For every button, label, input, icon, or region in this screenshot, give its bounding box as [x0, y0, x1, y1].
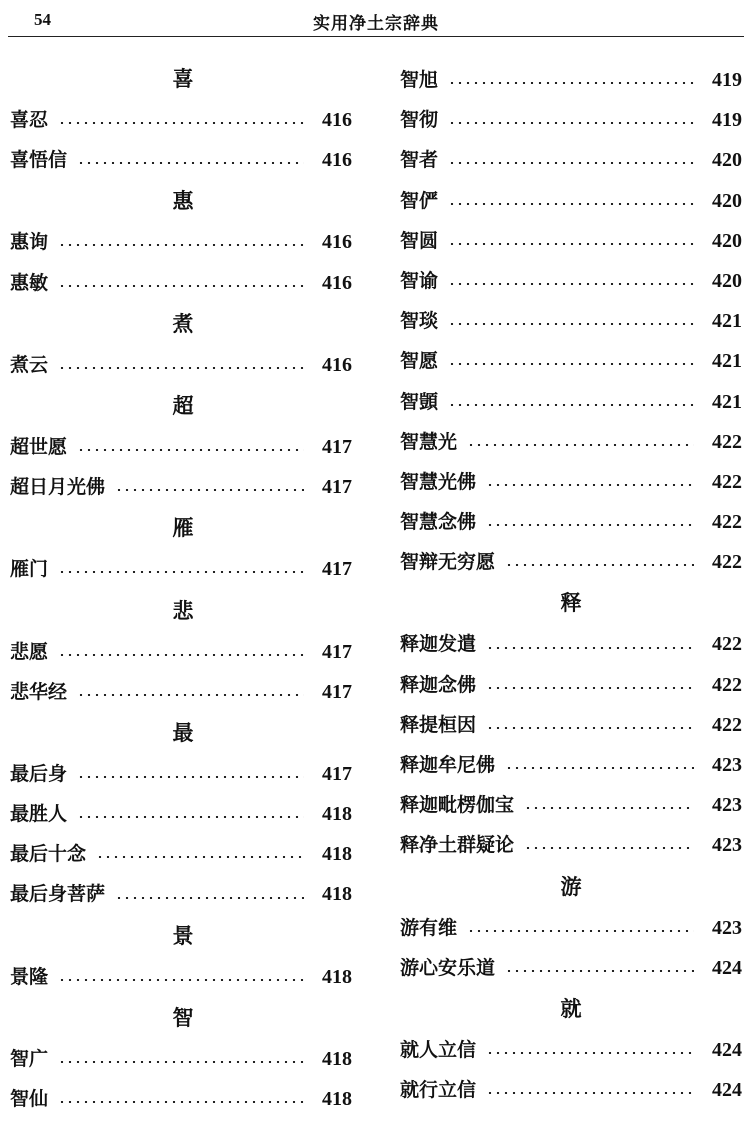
- entry-page-number: 417: [322, 435, 352, 458]
- entry-page-number: 422: [712, 673, 742, 696]
- entry-page-number: 418: [322, 1047, 352, 1070]
- entry-page-number: 421: [712, 310, 742, 333]
- entry-term: 智琰: [400, 310, 439, 333]
- index-entry: [400, 140, 742, 180]
- entry-term: 释迦发遣: [400, 633, 477, 656]
- index-entry: [400, 462, 742, 502]
- entry-term: 智旭: [400, 69, 439, 91]
- index-entry: [400, 948, 742, 988]
- dot-leader: [77, 816, 304, 818]
- dot-leader: [448, 283, 694, 285]
- entry-page-number: 417: [322, 558, 352, 581]
- entry-page-number: 417: [322, 640, 352, 663]
- entry-term: 雁门: [10, 558, 49, 581]
- dot-leader: [486, 687, 694, 689]
- index-entry: [10, 467, 352, 507]
- dot-leader: [524, 847, 694, 849]
- entry-page-number: 424: [712, 956, 742, 979]
- index-entry: [10, 427, 352, 467]
- entry-term: 最后十念: [10, 843, 87, 866]
- index-entry: [400, 181, 742, 221]
- entry-term: 智仙: [10, 1088, 49, 1110]
- section-heading: 惠: [172, 188, 194, 214]
- index-entry: [400, 825, 742, 865]
- dot-leader: [96, 856, 304, 858]
- entry-term: 释迦念佛: [400, 673, 477, 696]
- section-heading: 雁: [172, 515, 194, 541]
- entry-term: 释净土群疑论: [400, 834, 515, 857]
- index-entry: [400, 745, 742, 785]
- dot-leader: [58, 1061, 304, 1063]
- dot-leader: [58, 122, 304, 124]
- index-entry: [400, 301, 742, 341]
- dot-leader: [58, 367, 304, 369]
- index-entry: [400, 221, 742, 261]
- index-entry: [10, 100, 352, 140]
- dot-leader: [58, 244, 304, 246]
- entry-term: 就行立信: [400, 1079, 477, 1102]
- entry-page-number: 416: [322, 353, 352, 376]
- entry-term: 最后身: [10, 762, 68, 785]
- entry-term: 悲愿: [10, 640, 49, 663]
- dot-leader: [467, 930, 694, 932]
- index-entry: [400, 624, 742, 664]
- entry-page-number: 417: [322, 476, 352, 499]
- entry-page-number: 421: [712, 390, 742, 413]
- entry-page-number: 416: [322, 149, 352, 172]
- entry-term: 智慧光佛: [400, 470, 477, 493]
- dot-leader: [486, 524, 694, 526]
- dot-leader: [448, 162, 694, 164]
- page-header: [8, 6, 744, 37]
- entry-term: 释迦牟尼佛: [400, 754, 496, 776]
- entry-term: 智彻: [400, 109, 439, 132]
- entry-term: 智顗: [400, 390, 439, 413]
- entry-term: 悲华经: [10, 680, 68, 703]
- index-entry: [10, 263, 352, 303]
- section-heading: 智: [172, 1004, 194, 1030]
- entry-term: 景隆: [10, 965, 49, 988]
- index-entry: [400, 1030, 742, 1070]
- dot-leader: [467, 444, 694, 446]
- index-entry: [400, 60, 742, 100]
- section-heading: 喜: [172, 66, 194, 91]
- right-index-column: [400, 60, 742, 1110]
- entry-term: 智愿: [400, 350, 439, 373]
- index-entry: [10, 754, 352, 794]
- page-number: 54: [34, 10, 51, 29]
- entry-page-number: 422: [712, 551, 742, 574]
- entry-term: 喜忍: [10, 109, 49, 131]
- index-entry: [10, 549, 352, 589]
- index-entry: [10, 794, 352, 834]
- entry-page-number: 417: [322, 762, 352, 785]
- dot-leader: [58, 571, 304, 573]
- entry-term: 智辩无穷愿: [400, 551, 496, 574]
- dot-leader: [58, 654, 304, 656]
- left-index-column: [10, 58, 352, 1119]
- entry-page-number: 421: [712, 350, 742, 373]
- entry-term: 惠询: [10, 231, 49, 254]
- entry-page-number: 422: [712, 430, 742, 453]
- entry-term: 超世愿: [10, 435, 68, 458]
- dot-leader: [77, 694, 304, 696]
- entry-page-number: 418: [322, 965, 352, 988]
- entry-page-number: 420: [712, 189, 742, 212]
- index-entry: [10, 672, 352, 712]
- entry-page-number: 423: [712, 834, 742, 857]
- entry-term: 智俨: [400, 189, 439, 212]
- entry-page-number: 424: [712, 1079, 742, 1102]
- index-entry: [400, 1070, 742, 1110]
- entry-term: 喜悟信: [10, 149, 68, 172]
- dot-leader: [486, 1052, 694, 1054]
- section-heading: 景: [172, 922, 194, 948]
- entry-page-number: 422: [712, 713, 742, 736]
- dot-leader: [58, 285, 304, 287]
- entry-page-number: 422: [712, 633, 742, 656]
- index-entry: [400, 785, 742, 825]
- entry-page-number: 424: [712, 1038, 742, 1061]
- entry-term: 最后身菩萨: [10, 883, 106, 906]
- dot-leader: [77, 449, 304, 451]
- dot-leader: [115, 897, 304, 899]
- entry-page-number: 416: [322, 271, 352, 294]
- entry-page-number: 420: [712, 149, 742, 172]
- dot-leader: [524, 807, 694, 809]
- entry-page-number: 419: [712, 69, 742, 91]
- section-heading: 超: [172, 392, 194, 418]
- index-entry: [400, 705, 742, 745]
- dot-leader: [77, 162, 304, 164]
- dot-leader: [448, 323, 694, 325]
- dot-leader: [448, 243, 694, 245]
- index-entry: [10, 834, 352, 874]
- entry-term: 超日月光佛: [10, 476, 106, 499]
- index-entry: [400, 261, 742, 301]
- entry-page-number: 420: [712, 229, 742, 252]
- index-entry: [10, 345, 352, 385]
- index-entry: [400, 422, 742, 462]
- entry-term: 智广: [10, 1047, 49, 1070]
- section-heading: 悲: [172, 597, 194, 623]
- entry-page-number: 418: [322, 1088, 352, 1110]
- index-entry: [10, 957, 352, 997]
- dot-leader: [448, 122, 694, 124]
- dot-leader: [505, 767, 694, 769]
- section-heading: 最: [172, 719, 194, 745]
- entry-term: 游心安乐道: [400, 956, 496, 979]
- index-entry: [10, 140, 352, 180]
- entry-page-number: 423: [712, 754, 742, 776]
- dot-leader: [486, 484, 694, 486]
- entry-page-number: 423: [712, 794, 742, 817]
- dot-leader: [448, 82, 694, 84]
- entry-term: 惠敏: [10, 271, 49, 294]
- index-entry: [400, 665, 742, 705]
- entry-page-number: 416: [322, 231, 352, 254]
- index-entry: [400, 341, 742, 381]
- entry-term: 智谕: [400, 269, 439, 292]
- section-heading: 释: [560, 590, 582, 616]
- index-entry: [10, 1079, 352, 1119]
- entry-page-number: 418: [322, 803, 352, 826]
- entry-term: 最胜人: [10, 803, 68, 826]
- index-entry: [400, 502, 742, 542]
- entry-term: 就人立信: [400, 1038, 477, 1061]
- dot-leader: [448, 203, 694, 205]
- entry-term: 智者: [400, 149, 439, 172]
- entry-term: 智慧光: [400, 430, 458, 453]
- entry-page-number: 419: [712, 109, 742, 132]
- entry-term: 智圆: [400, 229, 439, 252]
- entry-term: 智慧念佛: [400, 511, 477, 534]
- entry-page-number: 418: [322, 843, 352, 866]
- entry-page-number: 423: [712, 916, 742, 939]
- index-entry: [10, 222, 352, 262]
- entry-page-number: 422: [712, 470, 742, 493]
- index-entry: [10, 874, 352, 914]
- entry-term: 煮云: [10, 353, 49, 376]
- index-entry: [10, 1039, 352, 1079]
- index-entry: [400, 100, 742, 140]
- entry-term: 释迦毗楞伽宝: [400, 794, 515, 817]
- entry-page-number: 418: [322, 883, 352, 906]
- index-entry: [400, 908, 742, 948]
- dot-leader: [77, 776, 304, 778]
- section-heading: 就: [560, 995, 582, 1021]
- entry-page-number: 420: [712, 269, 742, 292]
- dot-leader: [115, 489, 304, 491]
- dot-leader: [448, 404, 694, 406]
- section-heading: 游: [560, 873, 582, 899]
- entry-page-number: 416: [322, 109, 352, 131]
- dot-leader: [58, 1101, 304, 1103]
- section-heading: 煮: [172, 310, 194, 336]
- entry-term: 释提桓因: [400, 713, 477, 736]
- dot-leader: [486, 1092, 694, 1094]
- index-entry: [400, 542, 742, 582]
- dot-leader: [505, 970, 694, 972]
- entry-term: 游有维: [400, 916, 458, 939]
- dot-leader: [486, 647, 694, 649]
- dot-leader: [486, 727, 694, 729]
- index-entry: [400, 382, 742, 422]
- entry-page-number: 422: [712, 511, 742, 534]
- dot-leader: [58, 979, 304, 981]
- index-entry: [10, 632, 352, 672]
- book-title: 实用净土宗辞典: [313, 14, 439, 34]
- dot-leader: [448, 363, 694, 365]
- entry-page-number: 417: [322, 680, 352, 703]
- dot-leader: [505, 564, 694, 566]
